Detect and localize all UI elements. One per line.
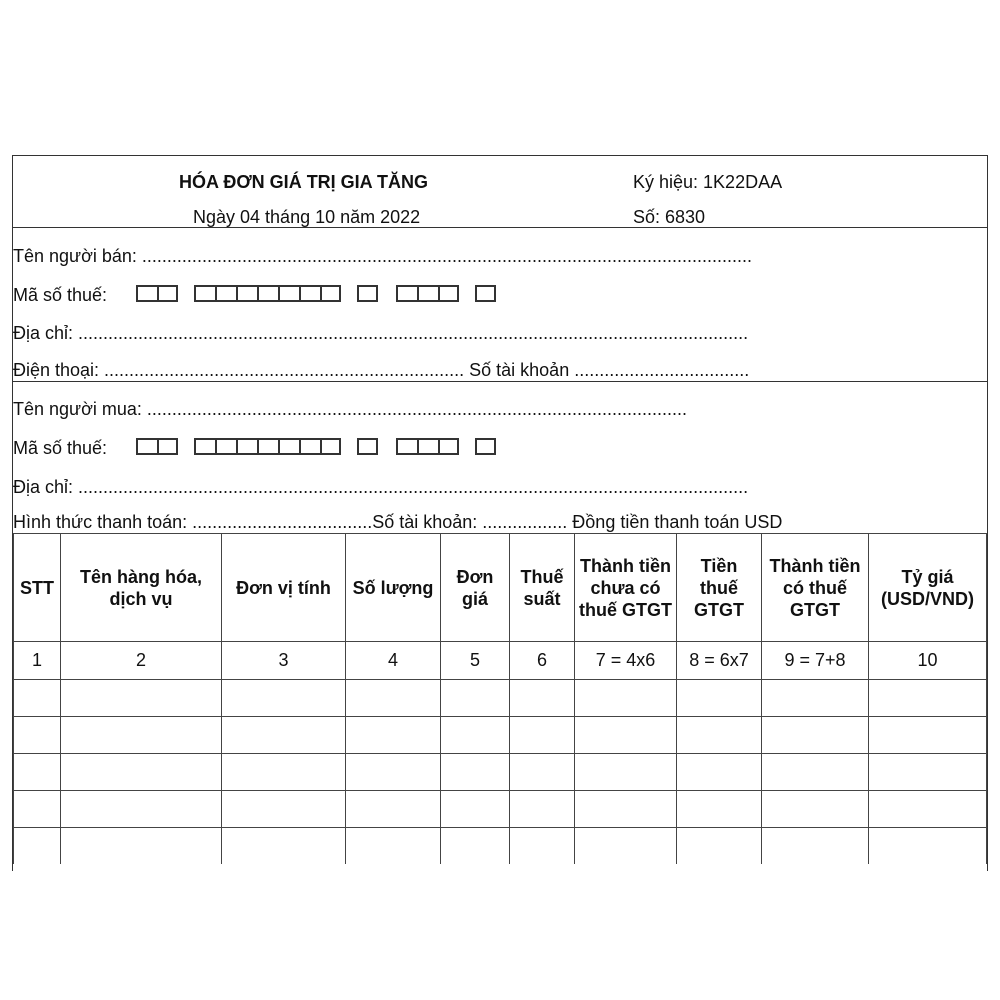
col-header-unit: Đơn vị tính <box>222 534 346 642</box>
divider-seller <box>13 381 987 382</box>
col-header-amount-with-tax: Thành tiền có thuế GTGT <box>762 534 869 642</box>
invoice-form <box>12 155 988 871</box>
items-table <box>13 533 987 864</box>
index-cell: 2 <box>61 642 222 680</box>
index-cell: 9 = 7+8 <box>762 642 869 680</box>
seller-address-field: Địa chỉ: ...................................................................................................................................... <box>13 323 749 343</box>
seller-name-field: Tên người bán: .......................................................................................................................... <box>13 246 753 266</box>
col-header-vat-amount: Tiền thuế GTGT <box>677 534 762 642</box>
col-header-item-name: Tên hàng hóa, dịch vụ <box>61 534 222 642</box>
col-header-unit-price: Đơn giá <box>441 534 510 642</box>
index-cell: 1 <box>14 642 61 680</box>
buyer-address-field: Địa chỉ: ...................................................................................................................................... <box>13 477 749 497</box>
seller-phone-field: Điện thoại: ........................................................................ Số tài khoản ................................... <box>13 360 750 380</box>
index-cell: 6 <box>510 642 575 680</box>
col-header-stt: STT <box>14 534 61 642</box>
table-row <box>14 680 987 717</box>
table-row <box>14 717 987 754</box>
invoice-title: HÓA ĐƠN GIÁ TRỊ GIA TĂNG <box>179 172 429 192</box>
index-cell: 8 = 6x7 <box>677 642 762 680</box>
table-header-row <box>14 534 987 642</box>
seller-tax-boxes <box>136 285 512 302</box>
buyer-payment-field: Hình thức thanh toán: ....................................Số tài khoản: ................. Đồng tiền thanh toán USD <box>13 512 783 532</box>
invoice-date: Ngày 04 tháng 10 năm 2022 <box>193 207 421 227</box>
seller-tax-label: Mã số thuế: <box>13 285 108 305</box>
index-cell: 10 <box>869 642 987 680</box>
index-cell: 4 <box>346 642 441 680</box>
column-index-row <box>14 642 987 680</box>
col-header-amount-before-tax: Thành tiền chưa có thuế GTGT <box>575 534 677 642</box>
col-header-quantity: Số lượng <box>346 534 441 642</box>
table-row <box>14 791 987 828</box>
buyer-tax-label: Mã số thuế: <box>13 438 108 458</box>
table-row <box>14 754 987 791</box>
invoice-symbol: Ký hiệu: 1K22DAA <box>633 172 783 192</box>
divider-header <box>13 227 987 228</box>
table-row <box>14 828 987 865</box>
col-header-tax-rate: Thuế suất <box>510 534 575 642</box>
index-cell: 3 <box>222 642 346 680</box>
buyer-tax-boxes <box>136 438 512 455</box>
index-cell: 7 = 4x6 <box>575 642 677 680</box>
invoice-number: Số: 6830 <box>633 207 706 227</box>
buyer-name-field: Tên người mua: ............................................................................................................ <box>13 399 688 419</box>
col-header-exchange-rate: Tỷ giá (USD/VND) <box>869 534 987 642</box>
index-cell: 5 <box>441 642 510 680</box>
